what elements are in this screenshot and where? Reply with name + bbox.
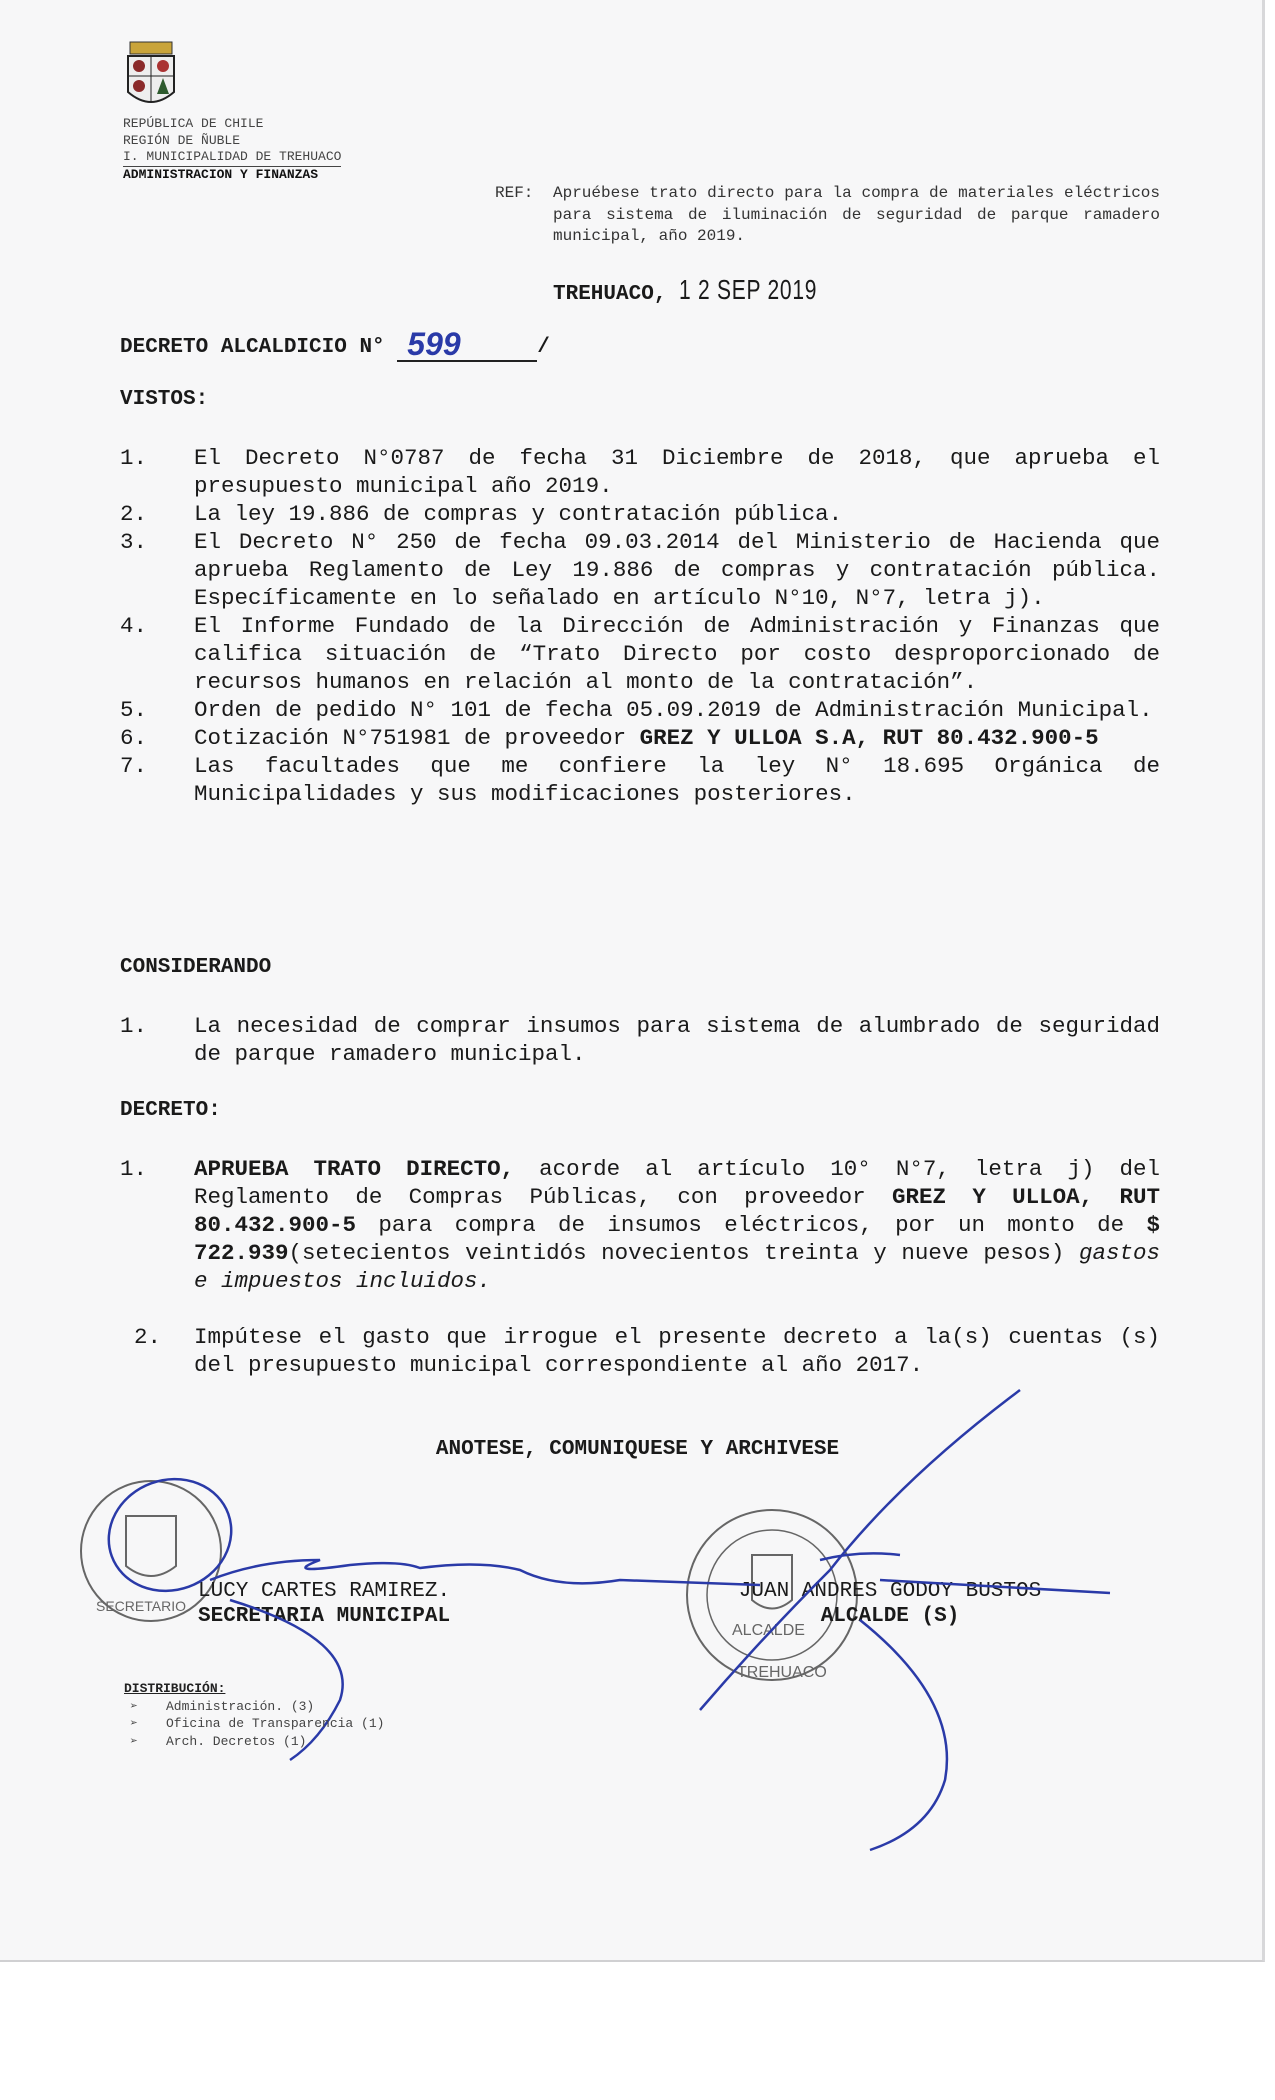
item-number: 1. (120, 1013, 148, 1039)
supplier: GREZ Y ULLOA, RUT 80.432.900-5 (194, 1184, 1160, 1238)
signer-title: ALCALDE (S) (820, 1605, 960, 1628)
distribution-heading: DISTRIBUCIÓN: (124, 1681, 226, 1696)
decreto-heading: DECRETO: (120, 1099, 221, 1122)
list-item (120, 1012, 1160, 1068)
slash: / (537, 336, 550, 359)
amount: $ 722.939 (194, 1212, 1160, 1266)
item-text: Impútese el gasto que irrogue el presente decreto a la(s) cuentas (s) del presupuesto municipal correspondiente al año 2017. (194, 1324, 1160, 1378)
distribution-item: Oficina de Transparencia (1) (166, 1716, 385, 1731)
item-text: acorde al artículo 10° N°7, letra j) del Reglamento de Compras Públicas, con proveedor (194, 1156, 1160, 1210)
supplier: GREZ Y ULLOA S.A, RUT 80.432.900-5 (639, 725, 1099, 751)
department: ADMINISTRACION Y FINANZAS (123, 166, 319, 182)
signer-name: JUAN ANDRES GODOY BUSTOS (738, 1580, 1042, 1603)
item-number: 1. (120, 1156, 148, 1182)
item-text: La necesidad de comprar insumos para sistema de alumbrado de seguridad de parque ramadero municipal. (194, 1013, 1160, 1067)
item-text: Las facultades que me confiere la ley N° 18.695 Orgánica de Municipalidades y sus modificaciones posteriores. (194, 753, 1160, 807)
item-text: El Decreto N° 250 de fecha 09.03.2014 del Ministerio de Hacienda que aprueba Reglamento de Ley 19.886 de compras y contratación pública. Específicamente en lo señalado en artículo N°10, N°7, letra j). (194, 529, 1160, 611)
item-text: Orden de pedido N° 101 de fecha 05.09.2019 de Administración Municipal. (194, 697, 1153, 723)
signer-name: LUCY CARTES RAMIREZ. (198, 1580, 451, 1603)
item-number: 3. (120, 529, 148, 555)
list-item (120, 1323, 1160, 1379)
distribution-item: Administración. (3) (166, 1698, 315, 1714)
distribution-item: Arch. Decretos (1) (166, 1733, 307, 1749)
letterhead-line: I. MUNICIPALIDAD DE TREHUACO (123, 149, 341, 167)
item-text: para compra de insumos eléctricos, por un monto de (356, 1212, 1147, 1238)
ref-label: REF: (495, 184, 534, 202)
distribution (124, 1680, 384, 1750)
amount-words: (setecientos veintidós novecientos treinta y nueve pesos) (288, 1240, 1079, 1266)
item-number: 2. (120, 501, 148, 527)
date-line (553, 274, 863, 306)
list-item (120, 724, 1160, 752)
date-stamp: 1 2 SEP 2019 (679, 274, 818, 305)
ref-text: Apruébese trato directo para la compra de materiales eléctricos para sistema de iluminación de seguridad de parque ramadero municipal, año 2019. (553, 184, 1160, 245)
item-text: El Decreto N°0787 de fecha 31 Diciembre de 2018, que aprueba el presupuesto municipal año 2019. (194, 445, 1160, 499)
italic-text: gastos e impuestos incluidos. (194, 1240, 1160, 1294)
vistos-section (120, 386, 1160, 808)
item-number: 2. (134, 1324, 162, 1350)
decreto-section (120, 1097, 1160, 1379)
item-number: 1. (120, 445, 148, 471)
reference (495, 183, 1160, 248)
list-item (120, 752, 1160, 808)
item-number: 4. (120, 613, 148, 639)
item-text: El Informe Fundado de la Dirección de Administración y Finanzas que califica situación de “Trato Directo por costo desproporcionado de recursos humanos en relación al monto de la contratación”. (194, 613, 1160, 695)
decree-number: 599 (407, 326, 461, 362)
item-number: 5. (120, 697, 148, 723)
letterhead-line: REPÚBLICA DE CHILE (123, 116, 264, 131)
list-item (120, 500, 1160, 528)
vistos-heading: VISTOS: (120, 388, 209, 411)
svg-text:ALCALDE: ALCALDE (732, 1622, 805, 1639)
letterhead-line: REGIÓN DE ÑUBLE (123, 132, 241, 148)
decree-title-label: DECRETO ALCALDICIO N° (120, 336, 385, 359)
list-item (120, 444, 1160, 500)
list-item (120, 528, 1160, 612)
svg-text:SECRETARIO: SECRETARIO (96, 1598, 186, 1614)
item-text: Cotización N°751981 de proveedor (194, 725, 640, 751)
svg-text:TREHUACO: TREHUACO (737, 1664, 827, 1681)
coat-of-arms-logo (122, 40, 180, 110)
list-item (124, 1698, 384, 1716)
letterhead (123, 116, 341, 183)
closing: ANOTESE, COMUNIQUESE Y ARCHIVESE (435, 1438, 840, 1461)
list-item (120, 1155, 1160, 1295)
decree-title (120, 326, 550, 362)
item-number: 6. (120, 725, 148, 751)
signature-block-mayor (710, 1580, 1070, 1628)
place: TREHUACO, (553, 283, 667, 306)
arrow-bullet-icon: ➢ (130, 1698, 138, 1714)
list-item (120, 612, 1160, 696)
item-text: La ley 19.886 de compras y contratación pública. (194, 501, 843, 527)
item-number: 7. (120, 753, 148, 779)
arrow-bullet-icon: ➢ (130, 1733, 138, 1749)
list-item (124, 1733, 384, 1751)
signature-block-secretary (198, 1580, 450, 1628)
considerando-heading: CONSIDERANDO (120, 956, 272, 979)
list-item (120, 696, 1160, 724)
arrow-bullet-icon: ➢ (130, 1716, 138, 1731)
list-item (124, 1715, 384, 1733)
considerando-section (120, 954, 1160, 1068)
signer-title: SECRETARIA MUNICIPAL (198, 1605, 451, 1628)
bold-text: APRUEBA TRATO DIRECTO, (194, 1156, 515, 1182)
